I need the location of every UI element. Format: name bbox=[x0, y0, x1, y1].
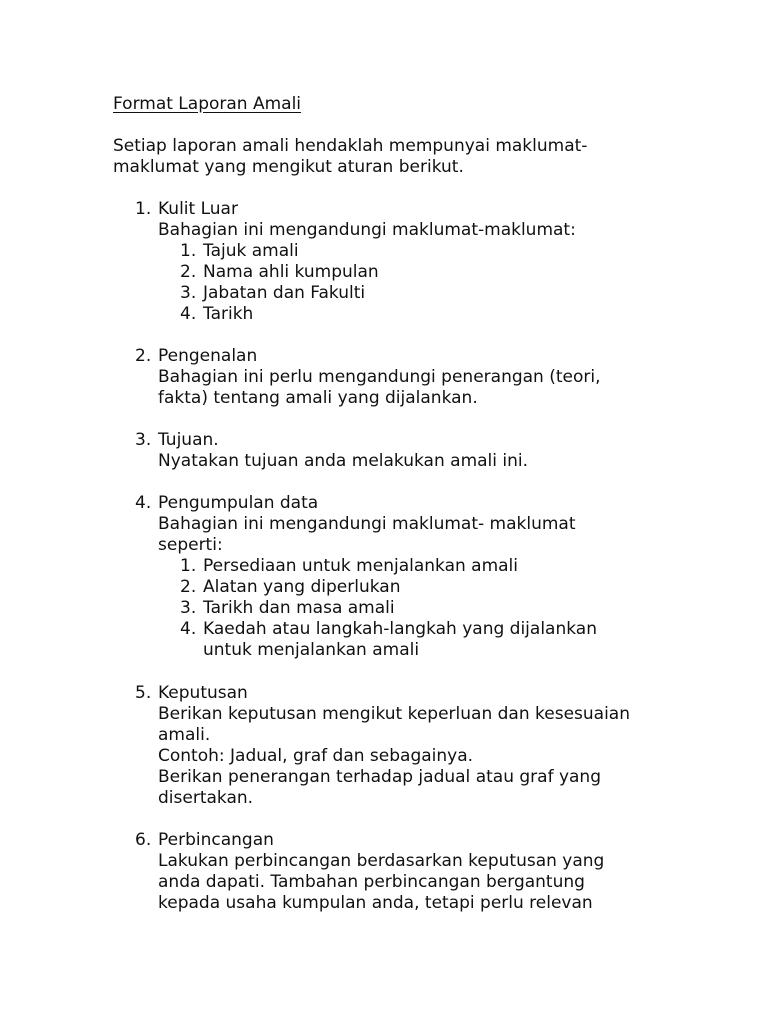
sub-list-item bbox=[180, 304, 755, 325]
section-text-line: Lakukan perbincangan berdasarkan keputusan yang bbox=[158, 851, 605, 871]
sub-item-text: Tajuk amali bbox=[203, 241, 299, 261]
section-number: 2. bbox=[135, 346, 152, 366]
sub-item-text: Alatan yang diperlukan bbox=[203, 577, 401, 597]
intro-paragraph bbox=[113, 136, 713, 178]
sub-item-number: 3. bbox=[180, 283, 197, 303]
section-keputusan bbox=[135, 683, 755, 809]
section-title: Pengenalan bbox=[158, 346, 258, 366]
sub-item-text: Tarikh bbox=[203, 304, 254, 324]
section-heading bbox=[135, 430, 755, 451]
section-text-line: Bahagian ini perlu mengandungi penerangan (teori, bbox=[158, 367, 601, 387]
section-pengenalan bbox=[135, 346, 755, 409]
section-pengumpulan-data bbox=[135, 493, 755, 661]
sub-item-number: 3. bbox=[180, 598, 197, 618]
section-text-line: disertakan. bbox=[158, 788, 254, 808]
sub-list-item bbox=[180, 262, 755, 283]
section-title: Kulit Luar bbox=[158, 199, 238, 219]
section-number: 5. bbox=[135, 683, 152, 703]
sub-item-number: 4. bbox=[180, 304, 197, 324]
sub-item-number: 1. bbox=[180, 556, 197, 576]
section-heading bbox=[135, 199, 755, 220]
section-text-line: anda dapati. Tambahan perbincangan bergantung bbox=[158, 872, 585, 892]
section-number: 4. bbox=[135, 493, 152, 513]
section-title: Tujuan. bbox=[158, 430, 219, 450]
section-number: 6. bbox=[135, 830, 152, 850]
sub-item-text: Nama ahli kumpulan bbox=[203, 262, 379, 282]
section-text-line: fakta) tentang amali yang dijalankan. bbox=[158, 388, 478, 408]
sub-list bbox=[180, 241, 755, 325]
section-title: Keputusan bbox=[158, 683, 248, 703]
section-text-line: Bahagian ini mengandungi maklumat-maklumat: bbox=[158, 220, 576, 240]
section-text-line: Nyatakan tujuan anda melakukan amali ini. bbox=[158, 451, 529, 471]
section-number: 3. bbox=[135, 430, 152, 450]
section-title: Pengumpulan data bbox=[158, 493, 319, 513]
section-number: 1. bbox=[135, 199, 152, 219]
section-text-line: Contoh: Jadual, graf dan sebagainya. bbox=[158, 746, 474, 766]
sub-list-item bbox=[180, 598, 755, 619]
section-text-line: kepada usaha kumpulan anda, tetapi perlu relevan bbox=[158, 893, 593, 913]
section-heading bbox=[135, 830, 755, 851]
sub-item-text: Tarikh dan masa amali bbox=[203, 598, 395, 618]
sub-list-item bbox=[180, 556, 755, 577]
sub-item-number: 2. bbox=[180, 262, 197, 282]
sub-list-item bbox=[180, 619, 755, 661]
sub-item-text: untuk menjalankan amali bbox=[203, 640, 420, 660]
section-heading bbox=[135, 493, 755, 514]
intro-line: Setiap laporan amali hendaklah mempunyai maklumat- bbox=[113, 136, 588, 156]
section-text-line: amali. bbox=[158, 725, 211, 745]
sub-item-number: 2. bbox=[180, 577, 197, 597]
section-tujuan bbox=[135, 430, 755, 472]
section-kulit-luar bbox=[135, 199, 755, 325]
sub-list-item bbox=[180, 241, 755, 262]
section-title: Perbincangan bbox=[158, 830, 274, 850]
section-heading bbox=[135, 683, 755, 704]
sub-item-text: Jabatan dan Fakulti bbox=[203, 283, 366, 303]
section-perbincangan bbox=[135, 830, 755, 914]
section-text-line: Bahagian ini mengandungi maklumat- maklumat bbox=[158, 514, 576, 534]
sub-item-text: Kaedah atau langkah-langkah yang dijalankan bbox=[203, 619, 597, 639]
sub-item-text: Persediaan untuk menjalankan amali bbox=[203, 556, 519, 576]
intro-line: maklumat yang mengikut aturan berikut. bbox=[113, 157, 464, 177]
section-text-line: seperti: bbox=[158, 535, 223, 555]
sub-list-item bbox=[180, 577, 755, 598]
sub-list bbox=[180, 556, 755, 661]
section-text-line: Berikan keputusan mengikut keperluan dan kesesuaian bbox=[158, 704, 630, 724]
sub-item-number: 4. bbox=[180, 619, 197, 639]
section-text-line: Berikan penerangan terhadap jadual atau graf yang bbox=[158, 767, 601, 787]
section-heading bbox=[135, 346, 755, 367]
sub-list-item bbox=[180, 283, 755, 304]
document-title: Format Laporan Amali bbox=[113, 94, 302, 114]
sub-item-number: 1. bbox=[180, 241, 197, 261]
